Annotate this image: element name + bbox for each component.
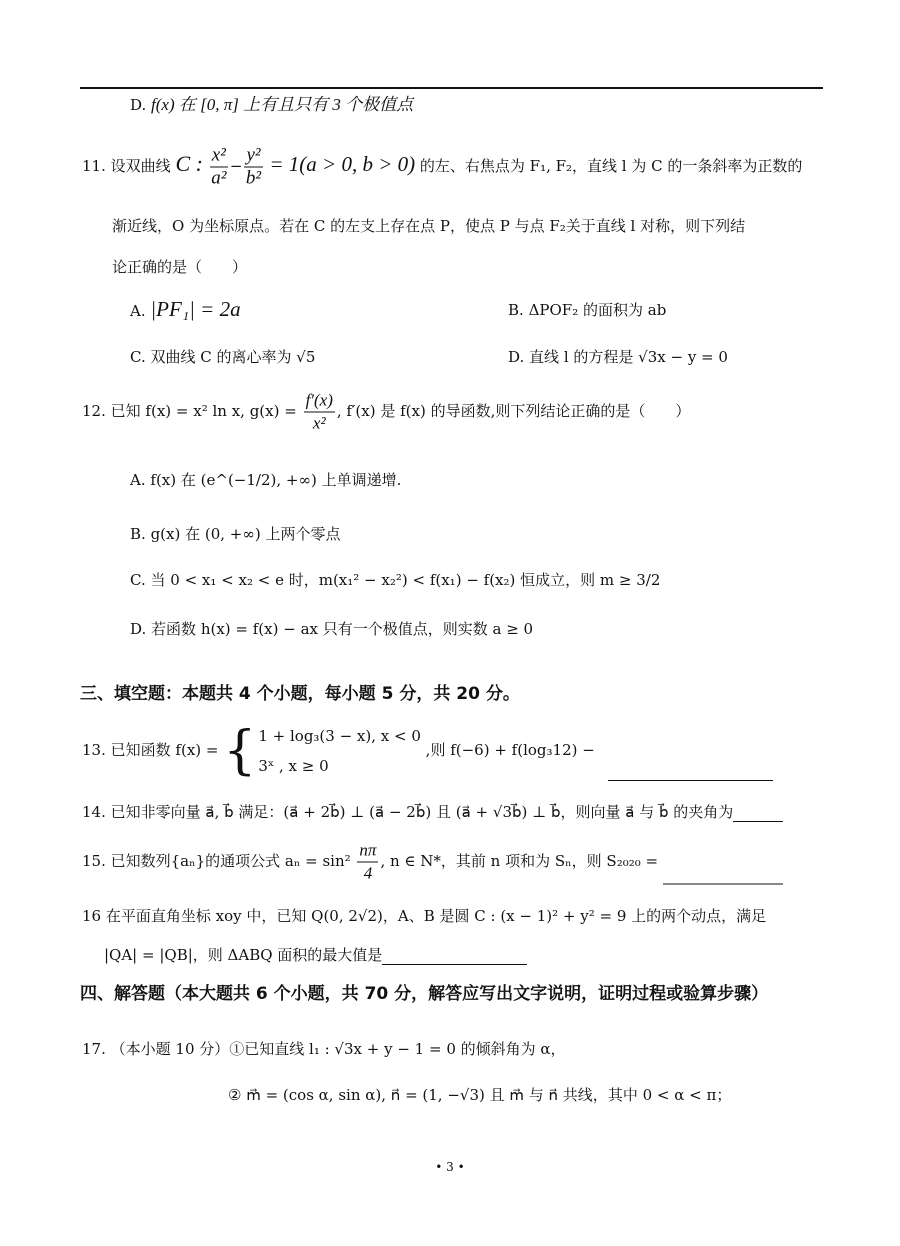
option-text: 当 0 < x₁ < x₂ < e 时，m(x₁² − x₂²) < f(x₁) − f(x₂) 恒成立，则 m ≥ 3/2 (150, 571, 661, 589)
q16-line1 (82, 906, 766, 926)
stem-text: 的左、右焦点为 F₁, F₂，直线 l 为 C 的一条斜率为正数的 (419, 157, 803, 175)
fraction (357, 840, 378, 885)
q15 (82, 840, 783, 885)
stem-text: 已知函数 f(x) = (110, 741, 219, 759)
stem-text: 在平面直角坐标 xoy 中，已知 Q(0, 2√2)，A、B 是圆 C : (x − 1)² + y² = 9 上的两个动点，满足 (105, 907, 767, 925)
q12-option-c (130, 570, 660, 590)
option-label: A. (130, 302, 146, 320)
denominator: 4 (363, 863, 373, 883)
option-label: D. (130, 96, 147, 114)
option-text: ΔPOF₂ 的面积为 ab (528, 301, 667, 319)
fraction (244, 145, 262, 190)
answer-blank[interactable] (733, 805, 783, 822)
question-number: 11. (82, 157, 106, 175)
option-text: 双曲线 C 的离心率为 √5 (150, 348, 316, 366)
denominator: b² (245, 167, 262, 189)
question-number: 12. (82, 402, 106, 420)
numerator: x² (211, 144, 226, 166)
q12-option-b (130, 524, 341, 544)
math: = 1(a > 0, b > 0) (269, 152, 416, 176)
q12-option-a (130, 470, 401, 490)
option-label: C. (130, 571, 146, 589)
stem-text: ,则 f(−6) + f(log₃12) − (425, 741, 595, 759)
top-rule (80, 87, 823, 89)
q17-line1 (82, 1039, 566, 1059)
option-label: A. (130, 471, 146, 489)
q11-option-c (130, 347, 315, 367)
answer-blank[interactable] (608, 764, 773, 781)
question-number: 15. (82, 852, 106, 870)
answer-blank[interactable] (663, 868, 783, 885)
numerator: y² (246, 144, 261, 166)
brace: { (223, 721, 257, 781)
q17-line2: ② m⃗ = (cos α, sin α), n⃗ = (1, −√3) 且 m⃗ 与 n⃗ 共线，其中 0 < α < π； (228, 1086, 732, 1104)
q11-option-a (130, 299, 241, 321)
stem-text: 已知 f(x) = x² ln x, g(x) = (110, 402, 297, 420)
case: 1 + log₃(3 − x), x < 0 (258, 727, 421, 745)
q13 (82, 721, 773, 781)
denominator: a² (211, 167, 227, 189)
option-label: C. (130, 348, 146, 366)
q12-option-d (130, 619, 533, 639)
option-label: B. (508, 301, 524, 319)
option-text: 若函数 h(x) = f(x) − ax 只有一个极值点，则实数 a ≥ 0 (151, 620, 534, 638)
numerator: nπ (357, 840, 378, 863)
q12-stem (82, 390, 690, 435)
question-number: 14. (82, 803, 106, 821)
q11-stem: 11. 设双曲线 C : $\frac{\text{x²}}{\text{a²}}$ − $\frac{\text{y²}}{\text{b²}}$ = 1(a > 0, b > 0) 的左、右焦点为 F₁, F₂，直线 l 为 C 的一条斜率为正数的 (82, 144, 803, 189)
denominator: x² (312, 413, 326, 433)
q11-stem-line3: 论正确的是（ ） (112, 258, 248, 276)
option-text: 直线 l 的方程是 √3x − y = 0 (529, 348, 728, 366)
answer-blank[interactable] (382, 948, 527, 965)
option-label: D. (130, 620, 147, 638)
math: C : (175, 151, 203, 176)
stem-text: 已知数列{aₙ}的通项公式 aₙ = sin² (110, 852, 351, 870)
q10-option-d (130, 95, 413, 115)
fraction (304, 390, 335, 435)
question-number: 13. (82, 741, 106, 759)
stem-text: , f′(x) 是 f(x) 的导函数,则下列结论正确的是（ ） (336, 402, 691, 420)
fraction (210, 145, 228, 190)
stem-text: 已知非零向量 a⃗, b⃗ 满足：(a⃗ + 2b⃗) ⊥ (a⃗ − 2b⃗) 且 (a⃗ + √3b⃗) ⊥ b⃗，则向量 a⃗ 与 b⃗ 的夹角为 (110, 803, 734, 821)
q14 (82, 802, 783, 822)
option-text: g(x) 在 (0, +∞) 上两个零点 (150, 525, 341, 543)
section-heading: 三、填空题：本题共 4 个小题，每小题 5 分，共 20 分。 (80, 684, 520, 704)
section-heading: 四、解答题（本大题共 6 个小题，共 70 分，解答应写出文字说明，证明过程或验算步骤） (80, 984, 769, 1004)
q11-option-d (508, 347, 728, 367)
option-label: B. (130, 525, 146, 543)
stem-text: , n ∈ N*，其前 n 项和为 Sₙ，则 S₂₀₂₀ = (380, 852, 659, 870)
option-label: D. (508, 348, 525, 366)
question-number: 16 (82, 907, 102, 925)
question-number: 17. (82, 1040, 106, 1058)
case: 3ˣ , x ≥ 0 (258, 757, 329, 775)
option-text: f(x) 在 (e^(−1/2), +∞) 上单调递增. (150, 471, 402, 489)
q11-option-b (508, 300, 666, 320)
option-text: f(x) 在 [0, π] 上有且只有 3 个极值点 (151, 95, 414, 114)
numerator: f′(x) (304, 390, 335, 413)
page-number: • 3 • (435, 1160, 465, 1174)
piecewise (223, 721, 421, 781)
stem-text: （本小题 10 分）①已知直线 l₁ : √3x + y − 1 = 0 的倾斜角为 α， (110, 1040, 566, 1058)
stem-text: |QA| = |QB|，则 ΔABQ 面积的最大值是 (104, 946, 383, 964)
q11-stem-line2: 渐近线，O 为坐标原点。若在 C 的左支上存在点 P，使点 P 与点 F₂关于直线 l 对称，则下列结 (112, 217, 746, 235)
stem-text: 设双曲线 (110, 157, 171, 175)
option-text: |PF₁| = 2a (150, 297, 241, 321)
q16-line2 (104, 945, 527, 965)
